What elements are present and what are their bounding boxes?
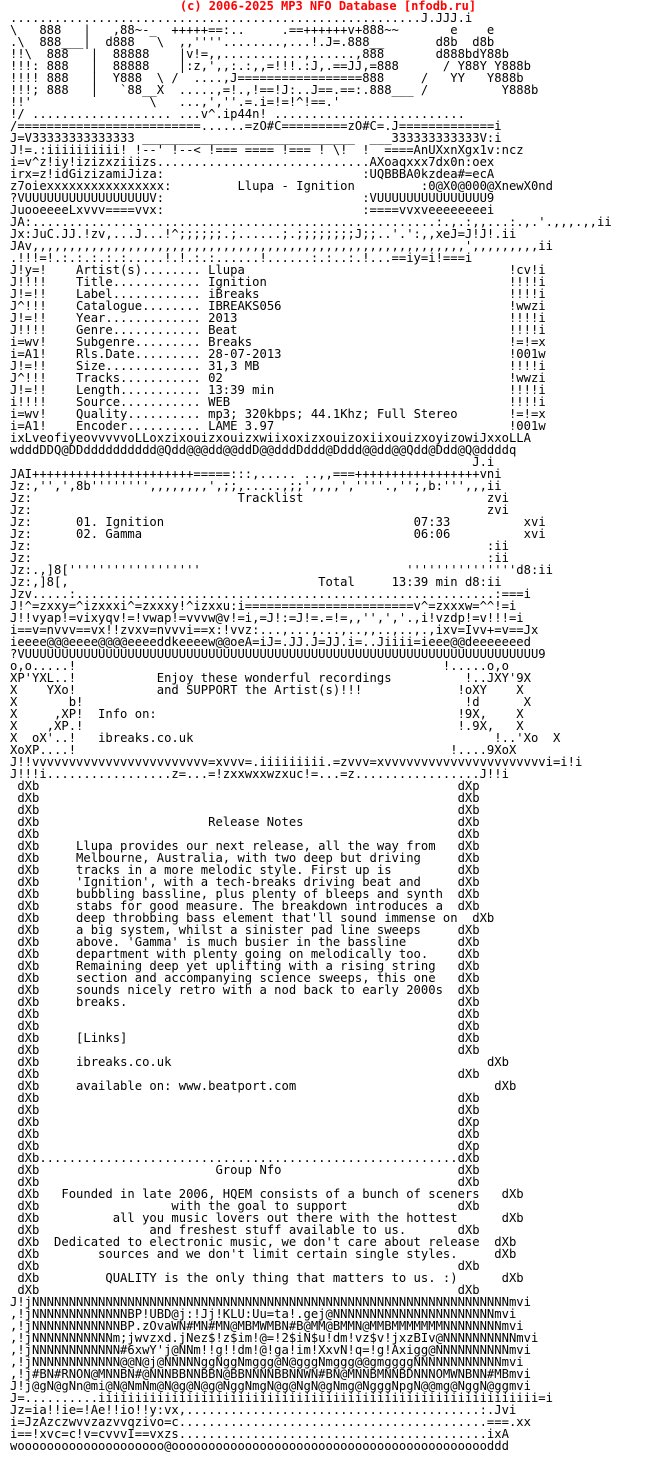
nfo-line: i!!!! Source........... WEB !!!!i xyxy=(10,395,546,409)
nfo-line: dXb dXb xyxy=(10,1019,480,1033)
nfo-line: dXb sounds nicely retro with a nod back to early 2000s dXb xyxy=(10,983,480,997)
track-time: 07:33 xyxy=(413,515,451,529)
nfo-line: dXb above. 'Gamma' is much busier in the bassline dXb xyxy=(10,935,480,949)
nfo-line: dXb dXb xyxy=(10,1127,480,1141)
nfo-line: JA:.......................................................:.,.:,,...:.,.'.,,,.,,ii xyxy=(10,215,612,229)
nfo-line: Jz:,'',',8b'''''''',,,,,,,,',;;,.....,;;',,,,',''''.,'';,b:''',,,ii xyxy=(10,479,502,493)
nfo-line: i=A1! Rls.Date......... 28-07-2013 !001w xyxy=(10,347,546,361)
artist-value: Llupa xyxy=(208,263,245,277)
catalogue-value: IBREAKS056 xyxy=(208,299,282,313)
nfo-line: dXb dXp xyxy=(10,1139,480,1153)
nfo-line: dXb department with plenty going on melodically too. dXb xyxy=(10,947,480,961)
nfo-line: J^!!! Catalogue........ IBREAKS056 !wwzi xyxy=(10,299,546,313)
nfo-line: X ,XP! Info on: !9X, X xyxy=(10,707,524,721)
nfo-line: X YXo! and SUPPORT the Artist(s)!!! !oXY X xyxy=(10,683,524,697)
nfo-line: i=wv! Quality.......... mp3; 320kbps; 44.1Khz; Full Stereo !=!=x xyxy=(10,407,546,421)
nfo-line: X oX'..! ibreaks.co.uk !..'Xo X xyxy=(10,731,561,745)
nfo-line: dXb stabs for good measure. The breakdown introduces a dXb xyxy=(10,899,480,913)
encoder-value: LAME 3.97 xyxy=(208,419,275,433)
nfo-line: ?VUUUUUUUUUUUUUUUUUV: :VUUUUUUUUUUUUUUU9 xyxy=(10,191,495,205)
nfo-line: J!!!! Genre............ Beat !!!!i xyxy=(10,323,546,337)
nfo-line: Jz: zvi xyxy=(10,503,509,517)
nfo-line: X b! !d X xyxy=(10,695,531,709)
info-url: ibreaks.co.uk xyxy=(76,1055,172,1069)
nfo-line: dXb breaks. dXb xyxy=(10,995,480,1009)
nfo-line: i==!xvc=c!v=cvvvI==vxzs..........................................ixA xyxy=(10,1427,509,1441)
nfo-line: dXb dXb xyxy=(10,827,480,841)
size-value: 31,3 MB xyxy=(208,359,260,373)
nfo-line: J!j@gN@gNn@mi@N@NmNm@N@g@N@g@NggNmgN@g@NgN@gNmg@NgggNpgN@@mg@NggN@ggmvi xyxy=(10,1379,531,1393)
nfo-line: dXb sources and we don't limit certain single styles. dXb xyxy=(10,1247,517,1261)
source-value: WEB xyxy=(208,395,231,409)
nfo-line: dXb dXb xyxy=(10,1103,480,1117)
nfo-line: ,!jNNNNNNNNNNNN#6xwY'j@NNm!!g!!dm!@!ga!im!XxvN!q=!g!Axigg@NNNNNNNNNNmvi xyxy=(10,1343,531,1357)
nfo-line: dXb dXb xyxy=(10,1007,480,1021)
nfo-line: J=..........iiiiiiiiiiiiiiiiiiiiiiiiiiiiiiiiiiiiiiiiiiiiiiiiiiiiiiiiiiii=i xyxy=(10,1391,553,1405)
nfo-line: wdddDDQ@DDdddddddddd@Qdd@@@dd@@ddD@@dddDddd@Dddd@@dd@@Qdd@Ddd@Q@ddddq xyxy=(10,443,517,457)
track-time: 06:06 xyxy=(413,527,451,541)
nfo-line: o,o.....! !.....o,o xyxy=(10,659,509,673)
nfo-line: ........................................................J.JJJ.i xyxy=(10,11,473,25)
nfo-line: dXb.........................................................dXb xyxy=(10,1151,480,1165)
nfo-line: dXb with the goal to support dXb xyxy=(10,1199,480,1213)
nfo-line: woooooooooooooooooooo@oooooooooooooooooooooooooooooooooooooooooooddd xyxy=(10,1439,509,1453)
beatport-url: www.beatport.com xyxy=(178,1079,297,1093)
nfo-line: dXb [Links] dXb xyxy=(10,1031,480,1045)
label-value: iBreaks xyxy=(208,287,260,301)
nfo-line: dXb tracks in a more melodic style. First up is dXb xyxy=(10,863,480,877)
nfo-line: dXb dXb xyxy=(10,791,480,805)
nfo-line: !!!: 888 | 88888 |:z,',,:.:,,=!!!.:J,.==JJ,=888 / Y88Y Y888b xyxy=(10,59,531,73)
nfo-line: dXb dXb xyxy=(10,1175,480,1189)
track-title: Gamma xyxy=(105,527,143,541)
nfo-line: dXb Founded in late 2006, HQEM consists of a bunch of sceners dXb xyxy=(10,1187,524,1201)
nfo-line: J!!!! Title............ Ignition !!!!i xyxy=(10,275,546,289)
nfo-line: JAI++++++++++++++++++++++=====:::,..... ..,,===+++++++++++++++++vni xyxy=(10,467,502,481)
nfo-line: XP'YXL..! Enjoy these wonderful recordings !..JXY'9X xyxy=(10,671,531,685)
quality-value: mp3; 320kbps; 44.1Khz; Full Stereo xyxy=(208,407,458,421)
nfo-line: JAv,,,,,,,,,,,,,,,,,,,,,,,,,,,,,,,,,,,,,,,,,,,,,,,,,,,,,,,,,,,',,,,,,,,,ii xyxy=(10,239,553,253)
nfo-line: ,!jNNNNNNNNNNNm;jwvzxd.jNez$!z$im!@=!2$iN$u!dm!vz$v!jxzBIv@NNNNNNNNNNmvi xyxy=(10,1331,539,1345)
nfo-line: JuooeeeeLxvvv====vvx: :====vvxveeeeeeeei xyxy=(10,203,495,217)
nfo-line: ,!jNNNNNNNNNNNN@@N@j@NNNNNggNggNmggg@N@gggNmggg@@gmggggNNNNNNNNNNNNmvi xyxy=(10,1355,524,1369)
nfo-line: ,!jNNNNNNNNNNNNBP.zOvaWN#MN#MN@MBMWMBN#B@MM@BMMN@MMBMMMMMMMNNNNNNNNmvi xyxy=(10,1319,524,1333)
nfo-line: dXb dXb xyxy=(10,803,480,817)
nfo-line: J!!vvvvvvvvvvvvvvvvvvvvvvvv=xvvv=.iiiiiiiii.=zvvv=xvvvvvvvvvvvvvvvvvvvvvvi=i!i xyxy=(10,755,583,769)
nfo-line: \ 888 | ,88~-_ +++++==:.. .==++++++v+888~~ e e xyxy=(10,23,495,37)
length-value: 13:39 min xyxy=(208,383,275,397)
nfo-line: dXb all you music lovers out there with the hottest dXb xyxy=(10,1211,524,1225)
nfo-line: J!=!! Length........... 13:39 min !!!!i xyxy=(10,383,546,397)
nfo-line: dXb ibreaks.co.uk dXb xyxy=(10,1055,509,1069)
nfo-line: /=========================......=zO#C=========zO#C=.J=============i xyxy=(10,119,502,133)
nfo-line: Jzv.....:.........................................................:===i xyxy=(10,587,531,601)
nfo-line: dXb 'Ignition', with a tech-breaks driving beat and dXb xyxy=(10,875,480,889)
nfo-line: J!!!i.................z=...=!zxxwxxwzxuc!=...=z.................J!!i xyxy=(10,767,509,781)
nfo-line: dXb bubbling bassline, plus plenty of bleeps and synth dXb xyxy=(10,887,480,901)
nfo-line: J!!vyap!=vixyqv!=!vwap!=vvvw@v!=i,=J!:=J!=.=!=,,'',','.,i!vzdp!=v!!!=i xyxy=(10,611,524,625)
nfo-line: dXb dXp xyxy=(10,1115,480,1129)
nfo-line: Jz: :ii xyxy=(10,551,509,565)
track-number: 01. xyxy=(76,515,99,529)
nfo-line: dXb Dedicated to electronic music, we don't care about release dXb xyxy=(10,1235,517,1249)
nfo-line: !!\ 888 | 88888 |v!=,,...........,......,888 d888bdY88b xyxy=(10,47,509,61)
nfo-line: dXb Melbourne, Australia, with two deep but driving dXb xyxy=(10,851,480,865)
nfo-line: !!!! 888 | Y888 \ / ....,J=================888 / YY Y888b xyxy=(10,71,524,85)
nfo-line: Jz:.,]8['''''''''''''''''' '''''''''''''''d8:ii xyxy=(10,563,553,577)
nfo-line: ieeee@@@eeee@@@@eeeeddkeeeew@@oeA=iJ=.JJ.J=JJ.i=..Jiiii=ieee@@deeeeeeed xyxy=(10,635,531,649)
nfo-line: J!^=zxxy=^izxxxi^=zxxxy!^izxxu:i=======================v^=zxxxw=^^!=i xyxy=(10,599,517,613)
nfo-line: Jz: Tracklist zvi xyxy=(10,491,509,505)
nfo-line: !!' \ ...,',''.=.i=!=!^!==.' xyxy=(10,95,341,109)
tracks-value: 02 xyxy=(208,371,223,385)
nfo-line: dXb dXb xyxy=(10,1259,480,1273)
nfodb-header-link[interactable]: (c) 2006-2025 MP3 NFO Database [nfodb.ru] xyxy=(179,0,477,13)
nfo-line: irx=z!idGizizamiJiza: :UQBBBA0kzdea#=ecA xyxy=(10,167,495,181)
nfo-line: dXb dXb xyxy=(10,1283,480,1297)
nfo-line: dXb a big system, whilst a sinister pad line sweeps dXb xyxy=(10,923,480,937)
nfo-line: i=wv! Subgenre......... Breaks !=!=x xyxy=(10,335,546,349)
nfo-line: Jz:,]8[, Total 13:39 min d8:ii xyxy=(10,575,502,589)
nfo-line: dXb section and accompanying science sweeps, this one dXb xyxy=(10,971,480,985)
nfo-line: J!=!! Year............. 2013 !!!!i xyxy=(10,311,546,325)
nfo-line: z7oiexxxxxxxxxxxxxxxx: Llupa - Ignition :0@X0@000@XnewX0nd xyxy=(10,179,553,193)
nfo-line: dXb Release Notes dXb xyxy=(10,815,480,829)
nfo-line: dXb Group Nfo dXb xyxy=(10,1163,480,1177)
nfo-line: X ,XP.! !.9X, X xyxy=(10,719,524,733)
nfo-line: i=A1! Encoder.......... LAME 3.97 !001w xyxy=(10,419,546,433)
info-url: ibreaks.co.uk xyxy=(98,731,194,745)
nfo-line: dXb Remaining deep yet uplifting with a rising string dXb xyxy=(10,959,480,973)
nfo-line: ?VUUUUUUUUUUUUUUUUUUUUUUUUUUUUUUUUUUUUUUUUUUUUUUUUUUUUUUUUUUUUUUUUUUUUUU9 xyxy=(10,647,546,661)
nfo-line: J.i xyxy=(10,455,495,469)
title-value: Ignition xyxy=(208,275,267,289)
nfo-line: dXb dXb xyxy=(10,1091,480,1105)
nfo-line: J!=!! Size............. 31,3 MB !!!!i xyxy=(10,359,546,373)
nfo-line: J!y=! Artist(s)........ Llupa !cv!i xyxy=(10,263,546,277)
total-time: 13:39 min xyxy=(391,575,458,589)
subgenre-value: Breaks xyxy=(208,335,253,349)
nfo-line: dXb Llupa provides our next release, all the way from dXb xyxy=(10,839,480,853)
nfo-line: J=V33333333333333 _____________________________ ___333333333333V:i xyxy=(10,131,502,145)
nfo-line: Jx:JuC.JJ.!zv,...J...!^;;;;;;.;......;.;;;;;;;;J;;..'.':,,xeJ=J!J!.ii xyxy=(10,227,517,241)
track-title: Ignition xyxy=(105,515,165,529)
nfo-line: i=v^z!iy!izizxziiizs.............................AXoaqxxx7dx0n:oex xyxy=(10,155,495,169)
release-date-value: 28-07-2013 xyxy=(208,347,282,361)
nfo-line: ixLveofiyeovvvvvoLLoxzixouizxouizxwiixoxizxouizoxiixouizxoyizowiJxxoLLA xyxy=(10,431,531,445)
nfo-line: J!jNNNNNNNNNNNNNNNNNNNNNNNNNNNNNNNNNNNNNNNNNNNNNNNNNNNNNNNNNNNNNNNNNmvi xyxy=(10,1295,531,1309)
nfo-line: Jz: 01. Ignition 07:33 xvi xyxy=(10,515,546,529)
nfo-text-block xyxy=(10,12,612,1452)
nfo-line: i=JzAzczwvvzazvvqzivo=c..........................................===.xx xyxy=(10,1415,531,1429)
genre-value: Beat xyxy=(208,323,238,337)
track-number: 02. xyxy=(76,527,99,541)
nfo-line: ,!jNNNNNNNNNNNNNBP!UBD@j:!Jj!KLU:Uu=ta!.gej@NNNNNNNNNNNNNNNNNNNNNNmvi xyxy=(10,1307,517,1321)
nfo-line: dXb and freshest stuff available to us. dXb xyxy=(10,1223,480,1237)
nfo-line: J^!!! Tracks........... 02 !wwzi xyxy=(10,371,546,385)
nfo-line: dXb dXb xyxy=(10,1043,480,1057)
nfo-line: .!!!=!.:.:.:.:.:.....!.!.:.:......!......:.:..:.!...==iy=i!===i xyxy=(10,251,473,265)
nfo-line: dXb QUALITY is the only thing that matters to us. :) dXb xyxy=(10,1271,524,1285)
year-value: 2013 xyxy=(208,311,238,325)
nfo-line: i==v=nvvv==vx!!zvxv=nvvvi==x:!vvz:...,...,...,..,,..,..,.,ixv=Ivv+=v==Jx xyxy=(10,623,539,637)
nfo-line: Jz: :ii xyxy=(10,539,509,553)
nfo-line: dXb available on: www.beatport.com dXb xyxy=(10,1079,517,1093)
nfo-line: ,!j#BN#RNON@MNNBN#@NNNBBNNBBN@BBNNNNBBNNWN#BN@MNNBMNNBDNNNOMWNBNN#MBmvi xyxy=(10,1367,531,1381)
nfo-line: J!=!! Label............ iBreaks !!!!i xyxy=(10,287,546,301)
nfo-line: !!!; 888 | `88__X .....,=!.,!==!J:..J==.==:.888___ / Y888b xyxy=(10,83,539,97)
nfo-line: Jz=ia!!ie=!Ae!!io!!y:vx,........................................:.Jvi xyxy=(10,1403,517,1417)
nfo-line: dXb dXp xyxy=(10,779,480,793)
nfo-line: Jz: 02. Gamma 06:06 xvi xyxy=(10,527,546,541)
nfo-line: .\ 888___| d888 \ ,,''''........,...!.J=.888__ d8b d8b xyxy=(10,35,495,49)
nfo-line: dXb deep throbbing bass element that'll sound immense on dXb xyxy=(10,911,495,925)
nfo-line: XoXP....! !....9XoX xyxy=(10,743,517,757)
nfo-line: J!=.:iiiiiiiiii! !--' !--< !=== ==== !=== ! \! ! ====AnUXxnXgx1v:ncz xyxy=(10,143,524,157)
nfo-line: !/ ................... ...v^.ip44n! .......................... xyxy=(10,107,465,121)
nfo-line: dXb dXb xyxy=(10,1067,480,1081)
